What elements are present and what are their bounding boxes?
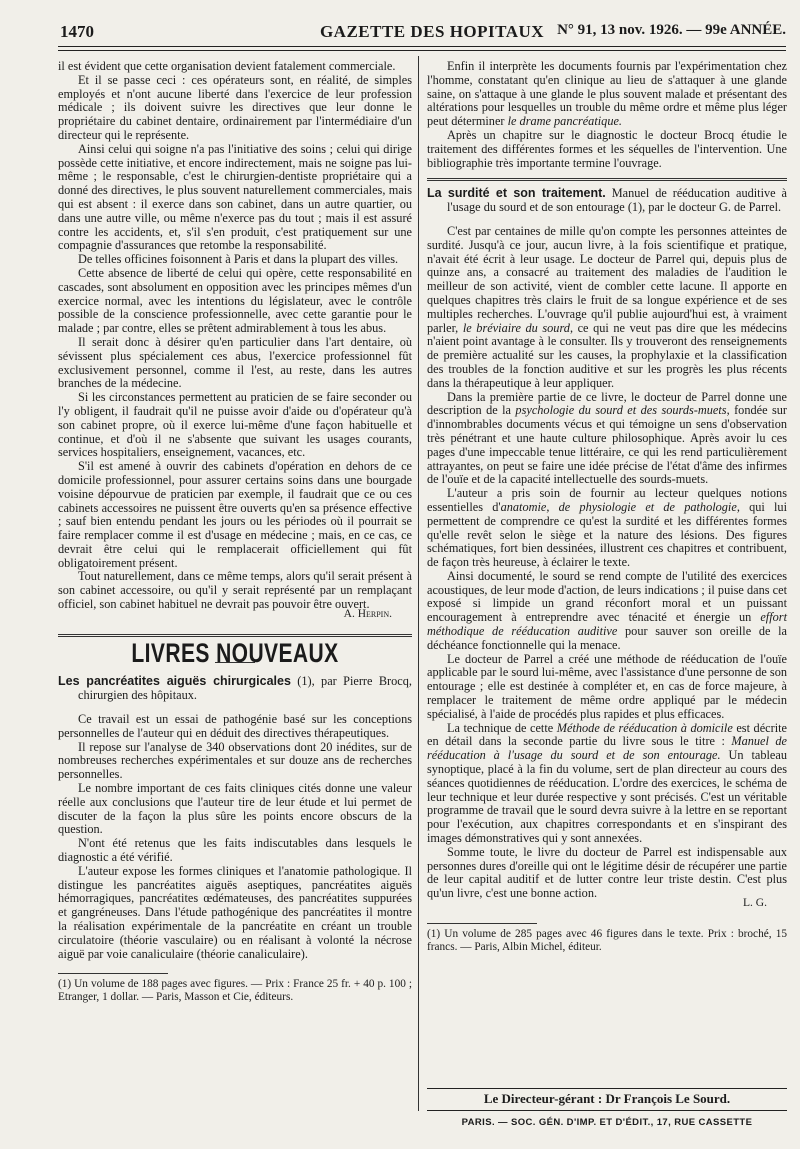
page-number: 1470 (60, 22, 94, 41)
footnote: (1) Un volume de 285 pages avec 46 figures dans le texte. Prix : broché, 15 francs. — Paris, Albin Michel, éditeur. (427, 927, 787, 953)
page-header (58, 22, 786, 46)
paragraph: Tout naturellement, dans ce même temps, alors qu'il serait présent à son cabinet accessoire, ou qu'il y serait représenté par un remplaçant officiel, son cabinet habituel ne devrait pas pouvoir être ouvert. (58, 569, 412, 612)
review-meta: (1), par Pierre Brocq, chirurgien des hôpitaux. (78, 674, 412, 703)
text-run: La technique de cette (447, 720, 557, 735)
article-signature: A. Herpin. (343, 607, 392, 620)
paragraph: Le docteur de Parrel a créé une méthode de rééducation de l'ouïe applicable par le sourd lui-même, avec l'assistance d'une personne de son entourage ; elle est destinée à compléter et, en cas de force majeure, à remplacer le traitement de même ordre appliqué par le médecin spécialisé, à l'aide de procédés plus rapides et plus efficaces. (427, 651, 787, 721)
text-emphasis: le bréviaire du sourd (462, 320, 570, 335)
text-run: , qui lui permettent de comprendre ce qu'est la surdité et les différentes formes qu'elle revêt selon le siège et la nature des lésions. Des figures schématiques, fort bien dessinées, illustrent ces chapitres et contribuent, de façon très heureuse, à éclairer le texte. (427, 499, 787, 570)
right-column (427, 60, 787, 953)
paragraph (427, 570, 787, 653)
paragraph (427, 487, 787, 570)
section-title: LIVRES NOUVEAUX (131, 637, 339, 668)
text-run: L'auteur a pris soin de fournir au lecteur quelques notions essentielles d' (427, 486, 787, 514)
paragraph: Ainsi celui qui soigne n'a pas l'initiative des soins ; celui qui dirige possède cette initiative, et encore indirectement, mais ne soigne pas lui-même ; le responsable, c'est le chirurgien-dentiste propriétaire qui a donné des directives, le plus souvent naturellement commerciales, mais qui est absent : il exerce dans son cabinet, dans un autre quartier, ou dans une autre ville, ou même n'exerce pas du tout ; mais il est assuré contre les accidents, et, s'il s'en produit, c'est pratiquement sur une compagnie d'assurances que retombe la responsabilité. (58, 141, 412, 253)
paragraph (427, 60, 787, 129)
text-run: pour sauver son oreille de la déchéance fonctionnelle qui la menace. (427, 624, 787, 652)
text-run: Ainsi documenté, le sourd se rend compte de l'utilité des exercices acoustiques, de leur mode d'action, de leurs indications ; il puise dans cet exposé si limpide un grand réconfort moral et un puissant encouragement à entreprendre avec ténacité et énergie un (427, 568, 787, 625)
paragraph: Après un chapitre sur le diagnostic le docteur Brocq étudie le traitement des différentes formes et les séquelles de l'intervention. Une bibliographie très importante termine l'ouvrage. (427, 127, 787, 170)
paragraph: S'il est amené à ouvrir des cabinets d'opération en dehors de ce domicile professionnel, pour assurer certains soins dans une bourgade voisine dépourvue de praticien par exemple, il faudrait que ce ou ces cabinets accessoires ne puissent être ouverts qu'en sa présence effective ; sauf bien entendu pendant les jours ou les périodes où il pourrait se faire remplacer comme il est d'usage en médecine ; mais, en ce cas, ce devrait être celui qui le remplacerait officiellement qui fût obligatoirement présent. (58, 459, 412, 570)
text-emphasis: effort méthodique de rééducation auditive (427, 610, 787, 639)
paragraph: il est évident que cette organisation devient fatalement commerciale. (58, 59, 396, 73)
text-run: Un tableau synoptique, placé à la fin du volume, sert de plan directeur au cours des séances quotidiennes de rééducation. L'ordre des exercices, le schéma de leur technique et leur durée respective y sont précisés. C'est un véritable programme de travail que le sourd devra suivre à la lettre en se reportant pour l'exécution, aux chapitres correspondants et en s'inspirant des images démonstratives qui y sont annexées. (427, 748, 787, 846)
text-run: Dans la première partie de ce livre, le docteur de Parrel donne une description de la (427, 389, 787, 418)
text-run: Enfin il interprète les documents fournis par l'expérimentation chez l'homme, constatant qu'en clinique au lieu de s'attaquer à une glande saine, on s'attaque à une glande le plus souvent malade et présentant des altérations pour lesquelles un trouble du même ordre et même plus léger peut déterminer (427, 59, 787, 129)
page-footer (427, 1088, 787, 1128)
director-line: Le Directeur-gérant : Dr François Le Sourd. (483, 1091, 731, 1106)
printer-imprint: PARIS. — SOC. GÉN. D'IMP. ET D'ÉDIT., 17, RUE CASSETTE (461, 1117, 753, 1128)
text-emphasis: le drame pancréatique. (507, 114, 622, 129)
text-run: C'est par centaines de mille qu'on compte les personnes atteintes de surdité. Jusqu'à ce jour, aucun livre, à la fois scientifique et pratique, n'avait été écrit à leur usage. Le docteur de Parrel qui, depuis plus de quinze ans, a consacré au traitement des maladies de l'audition le meilleur de son activité, vient de combler cette lacune. Il apporte en quelques chapitres très clairs le fruit de sa longue expérience et de ses multiples recherches. L'ouvrage qu'il publie aujourd'hui est, à vraiment parler, (427, 223, 787, 335)
paragraph: Ce travail est un essai de pathogénie basé sur les conceptions personnelles de l'auteur qui en déduit des directives thérapeutiques. (58, 712, 412, 740)
paragraph: Cette absence de liberté de celui qui opère, cette responsabilité en cascades, sont absolument en opposition avec les principes mêmes d'un exercice normal, avec les intentions du législateur, avec le contrôle possible de la conscience professionnelle, avec cette garantie pour le malade ; par contre, elles se prêtent admirablement à tous les abus. (58, 265, 412, 336)
paragraph: Et il se passe ceci : ces opérateurs sont, en réalité, de simples employés et n'ont aucune liberté dans l'exercice de leur profession médicale ; ils doivent suivre les directives que leur donne le propriétaire du cabinet dentaire, ordinairement par l'intermédiaire d'un directeur qui le représente. (58, 72, 412, 142)
journal-title: GAZETTE DES HOPITAUX (319, 22, 545, 41)
text-run: , ce qui ne veut pas dire que les médecins n'aient point avantage à le consulter. Ils y trouveront des renseignements de première actualité sur les causes, la prophylaxie et la classification des troubles de la fonction auditive et sur les progrès les plus récents dans la thérapeutique à leur appliquer. (427, 320, 788, 390)
review-heading (58, 675, 412, 703)
review-title: La surdité et son traitement. (427, 186, 606, 201)
header-rule-thin (58, 50, 786, 51)
footnote-rule (58, 973, 168, 974)
text-emphasis: Méthode de rééducation à domicile (556, 720, 733, 735)
review-title: Les pancréatites aiguës chirurgicales (58, 674, 291, 689)
paragraph: Si les circonstances permettent au praticien de se faire seconder ou l'y obligent, il faudrait qu'il ne puisse avoir d'aide ou d'opérateur qu'à son cabinet propre, où il exerce lui-même d'une façon habituelle et continue, et d'où il ne s'absente que suivant les usages courants, services hospitaliers, enseignement, vacances, etc. (58, 390, 412, 460)
footer-rule (427, 1110, 787, 1111)
paragraph: N'ont été retenus que les faits indiscutables dans lesquels le diagnostic a été vérifié. (58, 836, 412, 865)
review-meta: Manuel de rééducation auditive à l'usage du sourd et de son entourage (1), par le docteur G. de Parrel. (447, 186, 787, 215)
article-signature: L. G. (743, 897, 767, 910)
header-rule (58, 46, 786, 47)
section-rule (427, 178, 787, 181)
text-run: , fondée sur d'innombrables documents vécus et qui témoigne un sens d'observation très pénétrant et une haute culture philosophique. Après avoir lu ces pages d'une impeccable tenue littéraire, ce qui les rend particulièrement attrayantes, on peut se faire une idée précise de l'état d'âme des infirmes de l'ouïe et de la capacité intellectuelle des sourds-muets. (427, 403, 788, 487)
footnote: (1) Un volume de 188 pages avec figures. — Prix : France 25 fr. + 40 p. 100 ; Etranger, 1 dollar. — Paris, Masson et Cie, éditeurs. (58, 978, 412, 1004)
footnote-rule (427, 923, 537, 924)
paragraph: Le nombre important de ces faits cliniques cités donne une valeur réelle aux conclusions que l'auteur tire de leur étude et lui permet de discuter de la façon la plus sûre les points encore obscurs de la question. (58, 781, 412, 837)
footer-rule (427, 1088, 787, 1089)
review-heading (427, 187, 787, 215)
paragraph (427, 391, 787, 488)
paragraph: De telles officines foisonnent à Paris et dans la plupart des villes. (78, 252, 399, 267)
text-emphasis: anatomie, de physiologie et de pathologie (500, 499, 737, 514)
paragraph: Somme toute, le livre du docteur de Parrel est indispensable aux personnes dures d'oreille qui ont le légitime désir de récupérer une partie de leur capital auditif et de lutter contre leur triste destin. C'est plus qu'un livre, c'est une bonne action. (427, 844, 787, 901)
text-emphasis: psychologie du sourd et des sourds-muets (515, 403, 727, 418)
left-column (58, 60, 412, 1004)
paragraph (427, 722, 787, 846)
column-divider (418, 56, 419, 1111)
section-rule (58, 634, 412, 637)
paragraph: Il repose sur l'analyse de 340 observations dont 20 inédites, sur de nombreuses recherches expérimentales et sur douze ans de recherches personnelles. (58, 739, 412, 782)
paragraph: L'auteur expose les formes cliniques et l'anatomie pathologique. Il distingue les pancréatites aiguës aseptiques, pancréatites aiguës hémorragiques, pancréatites œdémateuses, des pancréatites suppurées et gangréneuses. Dans l'étude pathogénique des pancréatites il montre la réalisation expérimentale de la pancréatite en créant un trouble circulatoire (théorie vasculaire) ou en réalisant à volonté la nécrose aiguë par voie canaliculaire (théorie canaliculaire). (58, 863, 412, 961)
issue-info: N° 91, 13 nov. 1926. — 99e ANNÉE. (557, 22, 786, 38)
paragraph: Il serait donc à désirer qu'en particulier dans l'art dentaire, où sévissent plus spécialement ces abus, l'exercice professionnel fût exclusivement personnel, comme il l'est, au reste, dans les autres branches de la médecine. (58, 334, 412, 391)
paragraph (427, 225, 787, 391)
text-emphasis: Manuel de rééducation à l'usage du sourd et de son entourage. (427, 734, 787, 763)
text-run: est décrite en détail dans la seconde partie du livre sous le titre : (427, 720, 787, 749)
